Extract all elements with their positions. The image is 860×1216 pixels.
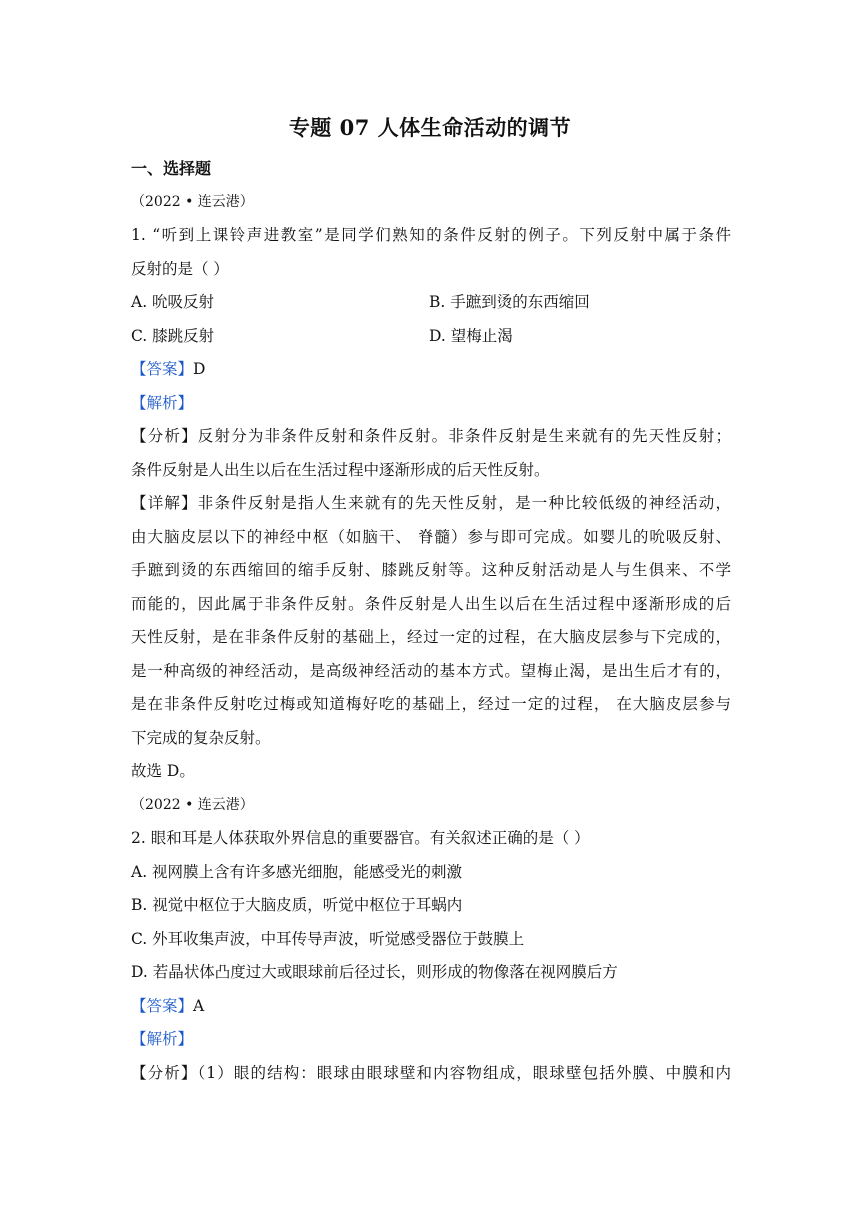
q2-fenxi-tag: 【分析】 bbox=[131, 1063, 198, 1082]
q1-option-b: B. 手蹠到烫的东西缩回 bbox=[429, 293, 590, 311]
q1-conclusion: 故选 D。 bbox=[131, 762, 195, 780]
q1-analysis-tag: 【解析】 bbox=[131, 393, 194, 412]
q1-answer bbox=[131, 353, 731, 387]
section-heading: 一、选择题 bbox=[131, 159, 212, 178]
q1-xiangjie-line-4: 而能的，因此属于非条件反射。条件反射是人出生以后在生活过程中逐渐形成的后 bbox=[131, 594, 731, 613]
q1-option-c: C. 膝跳反射 bbox=[131, 326, 215, 345]
q1-xiangjie-line-7: 是在非条件反射吃过梅或知道梅好吃的基础上，经过一定的过程， 在大脑皮层参与 bbox=[131, 695, 731, 713]
q2-stem: 2. 眼和耳是人体获取外界信息的重要器官。有关叙述正确的是（ ） bbox=[131, 829, 590, 847]
q1-xiangjie-tag: 【详解】 bbox=[131, 494, 198, 512]
q2-fenxi-text: （1）眼的结构：眼球由眼球壁和内容物组成，眼球壁包括外膜、中膜和内 bbox=[197, 1063, 731, 1082]
q1-fenxi-text-1: 反射分为非条件反射和条件反射。非条件反射是生来就有的先天性反射； bbox=[197, 427, 731, 445]
q2-source: （2022 • 连云港） bbox=[131, 796, 254, 813]
q1-answer-value: D bbox=[193, 360, 206, 378]
q1-xiangjie-line-8: 下完成的复杂反射。 bbox=[131, 728, 271, 747]
document-body bbox=[131, 152, 731, 1090]
q2-fenxi-line bbox=[131, 1057, 731, 1091]
q1-options-row-2 bbox=[131, 320, 731, 354]
q2-answer bbox=[131, 990, 731, 1024]
page-title: 专题 07 人体生命活动的调节 bbox=[288, 115, 572, 140]
q1-xiangjie-line-2: 由大脑皮层以下的神经中枢（如脑干、 脊髓）参与即可完成。如婴儿的吮吸反射、 bbox=[131, 527, 731, 546]
q1-fenxi-line-2: 条件反射是人出生以后在生活过程中逐渐形成的后天性反射。 bbox=[131, 460, 550, 479]
q2-option-a: A. 视网膜上含有许多感光细胞，能感受光的刺激 bbox=[131, 862, 463, 881]
q1-source: （2022 • 连云港） bbox=[131, 193, 254, 210]
q1-answer-tag: 【答案】 bbox=[131, 360, 194, 378]
q2-answer-tag: 【答案】 bbox=[131, 996, 194, 1015]
q2-option-d: D. 若晶状体凸度过大或眼球前后径过长，则形成的物像落在视网膜后方 bbox=[131, 963, 618, 981]
q1-option-a: A. 吮吸反射 bbox=[131, 293, 215, 311]
q1-xiangjie-text-1: 非条件反射是指人生来就有的先天性反射，是一种比较低级的神经活动， bbox=[197, 494, 731, 512]
q1-stem-line-1: 1. “听到上课铃声进教室”是同学们熟知的条件反射的例子。下列反射中属于条件 bbox=[131, 226, 731, 244]
q1-fenxi-tag: 【分析】 bbox=[131, 427, 198, 445]
q2-analysis-tag: 【解析】 bbox=[131, 1030, 194, 1048]
q1-xiangjie-line-3: 手蹠到烫的东西缩回的缩手反射、膝跳反射等。这种反射活动是人与生俱来、不学 bbox=[131, 561, 731, 579]
q2-answer-value: A bbox=[193, 996, 205, 1015]
q2-option-b: B. 视觉中枢位于大脑皮质，听觉中枢位于耳蜗内 bbox=[131, 896, 463, 914]
q2-option-c: C. 外耳收集声波，中耳传导声波，听觉感受器位于鼓膜上 bbox=[131, 929, 525, 948]
q1-xiangjie-line-6: 是一种高级的神经活动，是高级神经活动的基本方式。望梅止渴，是出生后才有的， bbox=[131, 661, 731, 680]
q1-options-row-1 bbox=[131, 286, 731, 320]
q1-xiangjie-line-5: 天性反射，是在非条件反射的基础上，经过一定的过程，在大脑皮层参与下完成的， bbox=[131, 628, 731, 646]
q1-stem-line-2: 反射的是（ ） bbox=[131, 259, 229, 278]
q1-option-d: D. 望梅止渴 bbox=[429, 326, 513, 345]
q1-fenxi-line-1 bbox=[131, 420, 731, 454]
q1-xiangjie-line-1 bbox=[131, 487, 731, 521]
